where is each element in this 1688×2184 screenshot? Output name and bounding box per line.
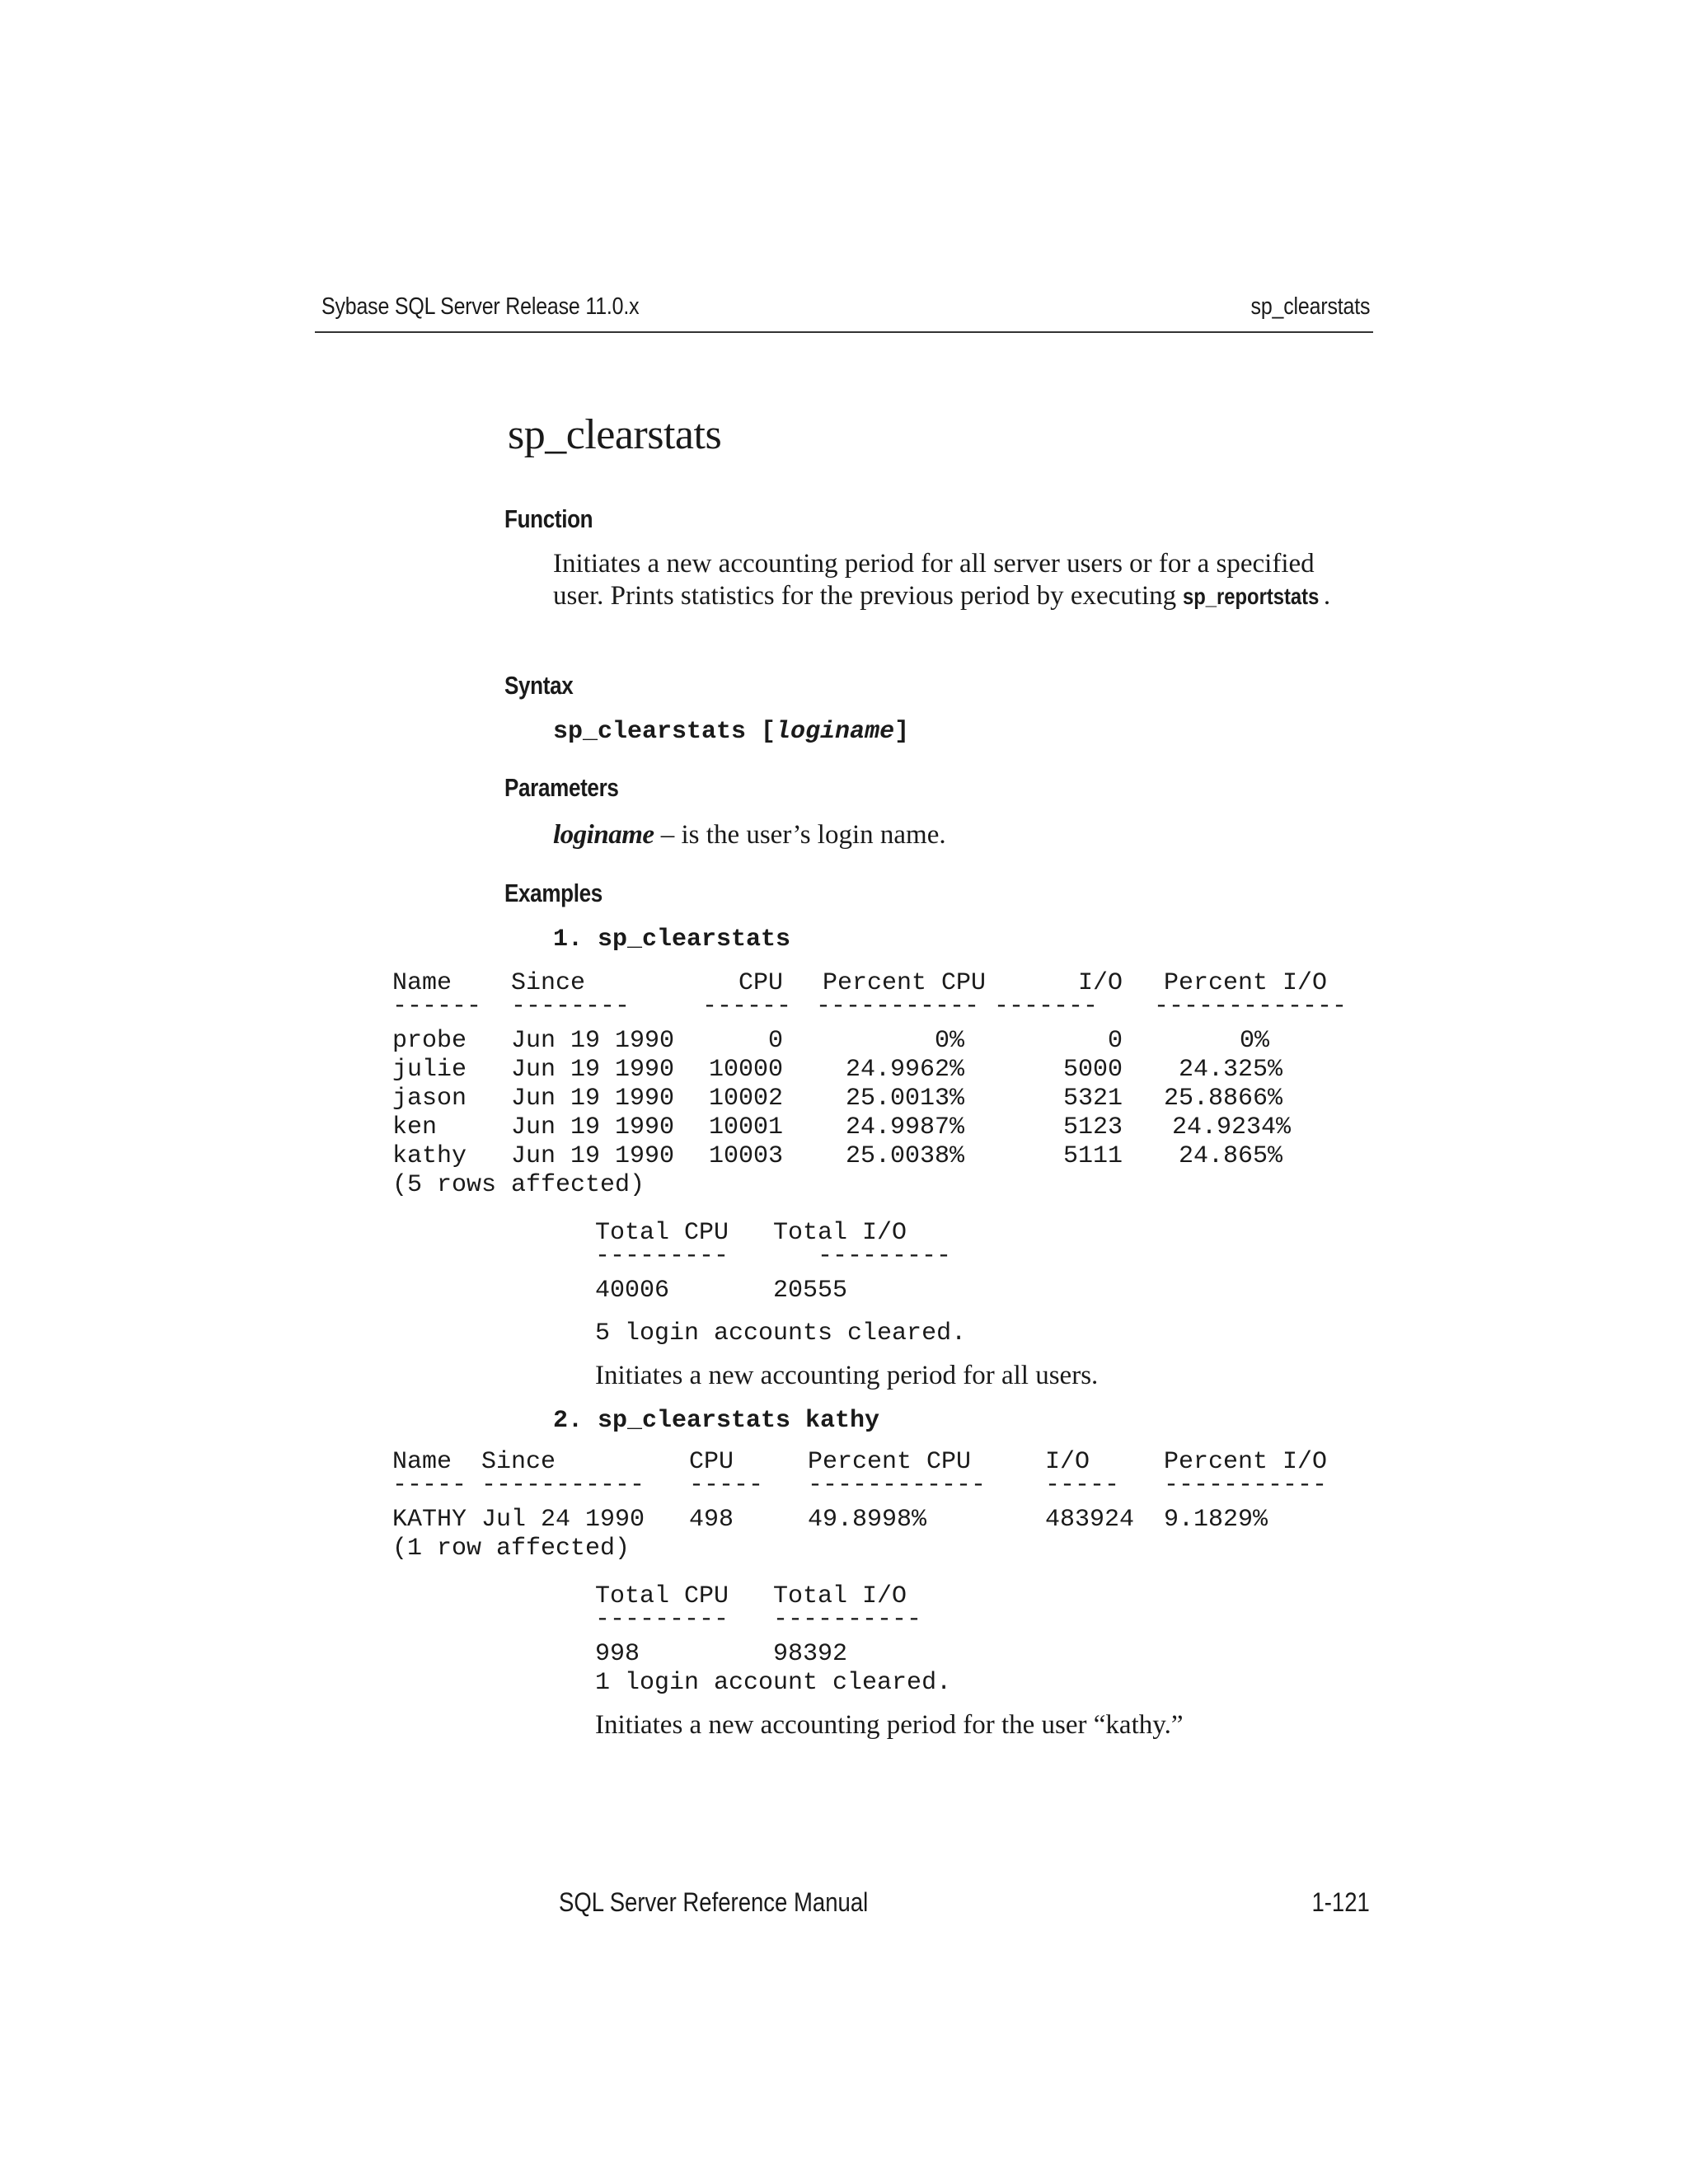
dash-cpu: ----- — [689, 1471, 764, 1499]
cell-percent-io: 9.1829% — [1164, 1506, 1268, 1534]
cell-percent-cpu: 49.8998% — [808, 1506, 927, 1534]
footer-manual-title: SQL Server Reference Manual — [559, 1887, 869, 1917]
dash-name: ----- — [392, 1471, 467, 1499]
cell-io: 5123 — [1062, 1113, 1123, 1141]
cell-percent-cpu: 0% — [934, 1027, 964, 1055]
dash-percent-io: ----------- — [1164, 1471, 1328, 1499]
example-2-totals-dashes — [595, 1605, 1688, 1634]
dash-percent-cpu: ------------ — [808, 1471, 987, 1499]
sp-reportstats-reference: sp_reportstats — [1183, 583, 1320, 609]
cell-name: KATHY — [392, 1506, 467, 1534]
example-2-rows-affected — [392, 1534, 1546, 1563]
example-2-totals-values — [595, 1639, 1688, 1669]
cell-since: Jun 19 1990 — [511, 1142, 675, 1170]
syntax-command — [553, 717, 909, 747]
total-cpu-header: Total CPU — [595, 1582, 729, 1610]
column-header-cpu: CPU — [738, 969, 783, 997]
cell-cpu: 0 — [767, 1027, 783, 1055]
rows-affected-text: (5 rows affected) — [392, 1171, 645, 1199]
table-row — [392, 1055, 1546, 1085]
accounts-cleared-text: 5 login accounts cleared. — [595, 1319, 967, 1347]
dash-percent-io: ------------- — [1154, 992, 1348, 1020]
dash-io: ------- — [994, 992, 1099, 1020]
total-cpu-dash: --------- — [595, 1242, 729, 1270]
total-cpu-header: Total CPU — [595, 1219, 729, 1247]
page-title: sp_clearstats — [508, 411, 722, 458]
example-2-cleared — [595, 1668, 1688, 1698]
cell-cpu: 10000 — [709, 1056, 784, 1084]
cell-io: 5000 — [1062, 1056, 1123, 1084]
example-1-command: 1. sp_clearstats — [553, 926, 791, 954]
accounts-cleared-text: 1 login account cleared. — [595, 1669, 952, 1697]
column-header-io: I/O — [1045, 1448, 1090, 1476]
parameter-loginame — [553, 819, 946, 851]
total-io-value: 20555 — [773, 1277, 848, 1305]
column-header-percent-cpu: Percent CPU — [823, 969, 987, 997]
column-header-percent-io: Percent I/O — [1164, 1448, 1328, 1476]
example-2-dash-row — [392, 1470, 1546, 1500]
function-line-2 — [553, 580, 1330, 612]
column-header-since: Since — [481, 1448, 556, 1476]
column-header-cpu: CPU — [689, 1448, 734, 1476]
dash-since: -------- — [511, 992, 631, 1020]
rows-affected-text: (1 row affected) — [392, 1535, 631, 1563]
example-1-description: Initiates a new accounting period for all users. — [595, 1361, 1099, 1390]
cell-name: jason — [392, 1085, 467, 1113]
dash-io: ----- — [1045, 1471, 1120, 1499]
parameter-description: – is the user’s login name. — [654, 820, 946, 850]
example-1-rows-affected — [392, 1170, 1546, 1200]
function-line-2-prefix: user. Prints statistics for the previous period by executing — [553, 581, 1184, 611]
column-header-name: Name — [392, 1448, 452, 1476]
total-cpu-value: 40006 — [595, 1277, 670, 1305]
syntax-heading: Syntax — [504, 671, 574, 700]
cell-percent-cpu: 24.9987% — [845, 1113, 964, 1141]
cell-io: 5111 — [1062, 1142, 1123, 1170]
column-header-since: Since — [511, 969, 586, 997]
cell-cpu: 498 — [689, 1506, 734, 1534]
syntax-argument: loginame — [776, 718, 895, 746]
cell-percent-io: 24.325% — [1178, 1056, 1282, 1084]
cell-cpu: 10003 — [709, 1142, 784, 1170]
function-line-2-suffix: . — [1323, 581, 1331, 611]
cell-percent-cpu: 24.9962% — [845, 1056, 964, 1084]
total-io-header: Total I/O — [773, 1219, 907, 1247]
cell-name: kathy — [392, 1142, 467, 1170]
cell-since: Jul 24 1990 — [481, 1506, 645, 1534]
cell-io: 0 — [1107, 1027, 1123, 1055]
cell-percent-io: 25.8866% — [1164, 1085, 1283, 1113]
total-io-dash: ---------- — [773, 1605, 922, 1633]
function-description — [553, 548, 1330, 612]
running-header-section: sp_clearstats — [1250, 293, 1370, 320]
cell-since: Jun 19 1990 — [511, 1056, 675, 1084]
table-row — [392, 1505, 1546, 1535]
cell-io: 483924 — [1045, 1506, 1135, 1534]
function-heading: Function — [504, 504, 593, 533]
cell-percent-io: 24.9234% — [1171, 1113, 1291, 1141]
table-row — [392, 1113, 1546, 1142]
cell-percent-cpu: 25.0038% — [845, 1142, 964, 1170]
table-row — [392, 1084, 1546, 1113]
total-io-header: Total I/O — [773, 1582, 907, 1610]
cell-cpu: 10001 — [709, 1113, 784, 1141]
cell-since: Jun 19 1990 — [511, 1113, 675, 1141]
examples-heading: Examples — [504, 879, 603, 907]
parameters-heading: Parameters — [504, 773, 619, 802]
total-io-dash: --------- — [818, 1242, 952, 1270]
column-header-io: I/O — [1077, 969, 1123, 997]
cell-name: julie — [392, 1056, 467, 1084]
column-header-name: Name — [392, 969, 452, 997]
column-header-percent-cpu: Percent CPU — [808, 1448, 972, 1476]
cell-since: Jun 19 1990 — [511, 1027, 675, 1055]
cell-io: 5321 — [1062, 1085, 1123, 1113]
cell-name: probe — [392, 1027, 467, 1055]
example-1-totals-values — [595, 1276, 1688, 1305]
example-1-dash-row — [392, 991, 1546, 1021]
total-io-value: 98392 — [773, 1640, 848, 1668]
dash-since: ----------- — [481, 1471, 645, 1499]
cell-name: ken — [392, 1113, 438, 1141]
dash-percent-cpu: ----------- — [816, 992, 980, 1020]
example-2-description: Initiates a new accounting period for the user “kathy.” — [595, 1710, 1184, 1740]
example-1-cleared — [595, 1319, 1688, 1348]
cell-percent-io: 24.865% — [1178, 1142, 1282, 1170]
cell-since: Jun 19 1990 — [511, 1085, 675, 1113]
footer-page-number: 1-121 — [1311, 1887, 1370, 1917]
example-1-totals-dashes — [595, 1241, 1688, 1271]
header-rule — [315, 331, 1373, 333]
table-row — [392, 1026, 1546, 1056]
cell-percent-io: 0% — [1239, 1027, 1269, 1055]
example-2-command: 2. sp_clearstats kathy — [553, 1407, 880, 1435]
cell-percent-cpu: 25.0013% — [845, 1085, 964, 1113]
table-row — [392, 1141, 1546, 1171]
function-line-1: Initiates a new accounting period for all server users or for a specified — [553, 549, 1315, 579]
total-cpu-dash: --------- — [595, 1605, 729, 1633]
cell-cpu: 10002 — [709, 1085, 784, 1113]
total-cpu-value: 998 — [595, 1640, 640, 1668]
dash-name: ------ — [392, 992, 482, 1020]
parameter-name: loginame — [553, 820, 654, 850]
syntax-close-bracket: ] — [894, 718, 910, 746]
syntax-command-name: sp_clearstats [ — [553, 718, 776, 746]
column-header-percent-io: Percent I/O — [1164, 969, 1328, 997]
running-header-title: Sybase SQL Server Release 11.0.x — [321, 293, 640, 320]
dash-cpu: ------ — [702, 992, 792, 1020]
